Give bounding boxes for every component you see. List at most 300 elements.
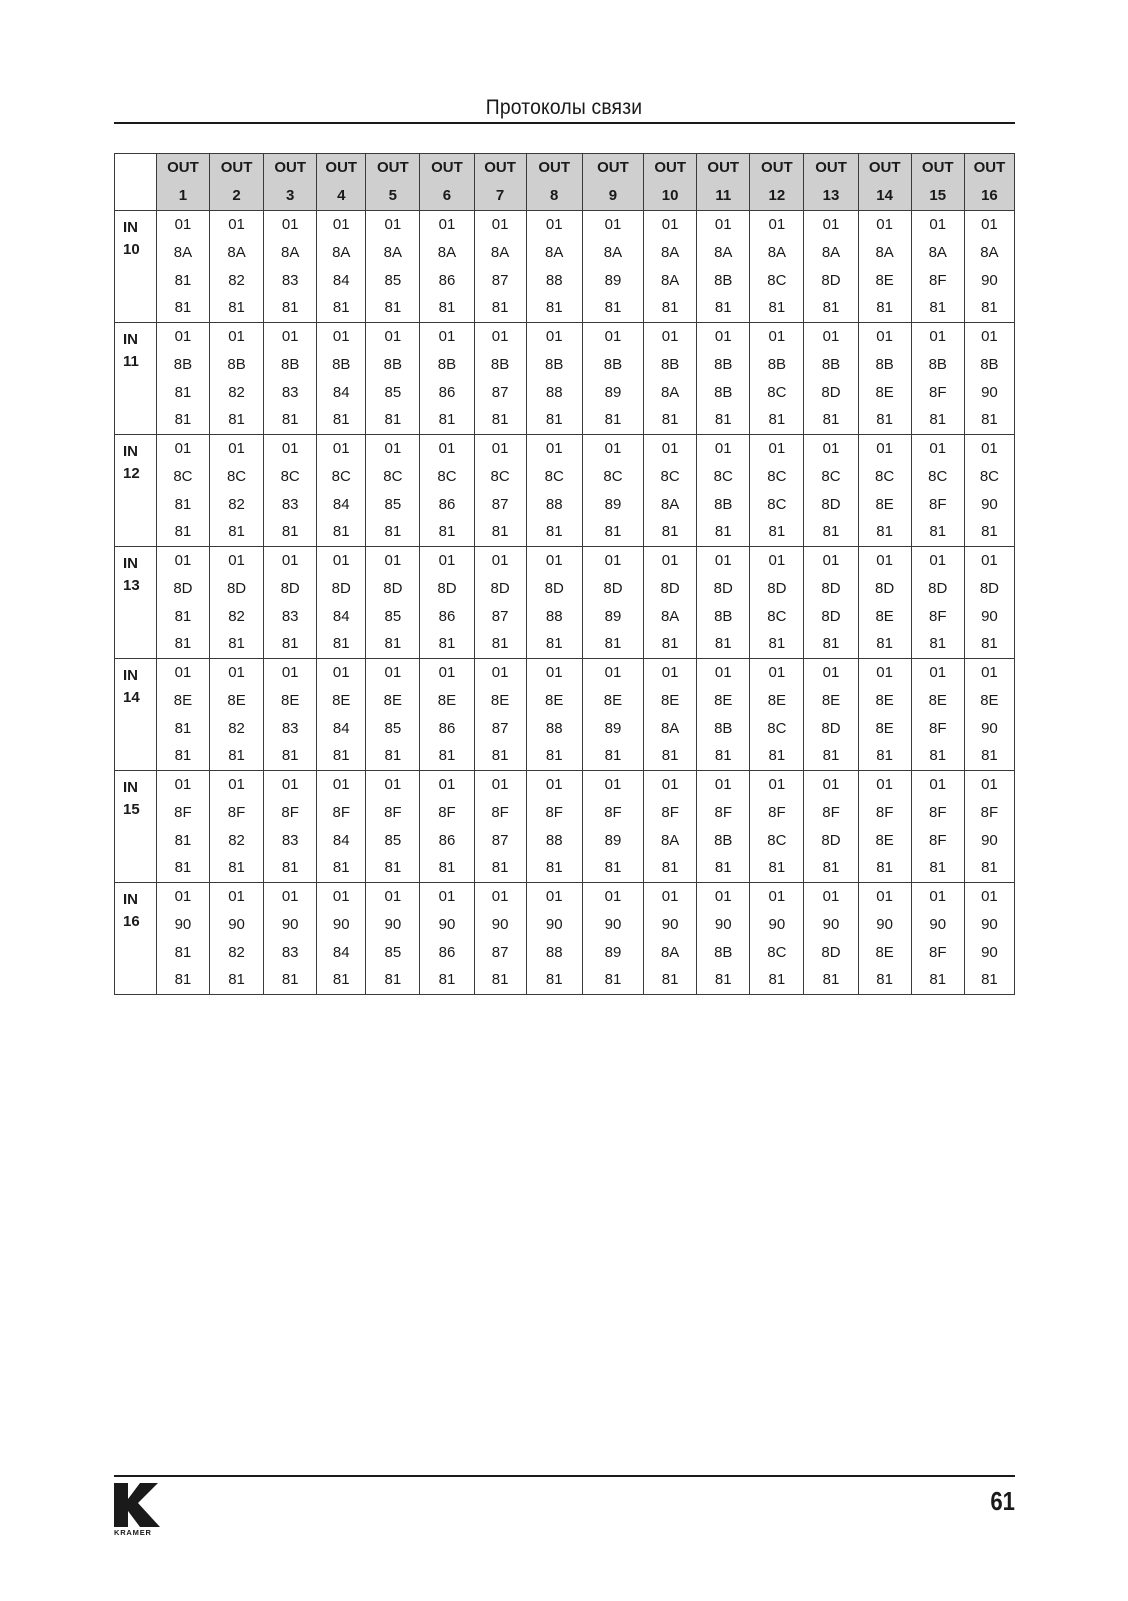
- output-header-9: [582, 154, 643, 211]
- code-byte: 8B: [714, 943, 733, 961]
- code-byte: 81: [174, 747, 192, 765]
- code-cell: [317, 323, 366, 435]
- page-number: 61: [990, 1486, 1015, 1516]
- code-byte: 01: [545, 440, 563, 457]
- code-byte: 85: [384, 719, 402, 737]
- output-header-4: [317, 154, 366, 211]
- code-cell: [420, 659, 474, 771]
- code-byte: 01: [174, 552, 192, 569]
- output-header-label: OUT: [761, 159, 793, 176]
- code-byte: 01: [929, 888, 947, 905]
- code-byte: 8A: [875, 243, 894, 261]
- table-header-row: [115, 154, 1015, 211]
- code-byte: 81: [822, 523, 840, 541]
- code-byte: 81: [491, 747, 509, 765]
- code-cell: [804, 771, 858, 883]
- code-byte: 88: [545, 271, 563, 289]
- code-byte: 8A: [383, 243, 403, 261]
- code-byte: 8E: [437, 691, 457, 709]
- code-byte: 81: [174, 943, 192, 961]
- code-byte: 81: [228, 299, 245, 317]
- code-byte: 8F: [384, 803, 402, 821]
- code-byte: 8D: [979, 579, 999, 597]
- code-cell: [474, 883, 526, 995]
- code-byte: 01: [822, 664, 840, 681]
- code-byte: 8A: [660, 495, 680, 513]
- code-byte: 90: [981, 495, 998, 513]
- code-cell: [209, 323, 263, 435]
- code-cell: [264, 883, 317, 995]
- code-byte: 81: [768, 299, 786, 317]
- code-cell: [964, 547, 1014, 659]
- code-byte: 81: [281, 971, 299, 989]
- code-byte: 8B: [767, 355, 787, 373]
- code-byte: 01: [174, 776, 192, 793]
- code-byte: 8A: [980, 243, 999, 261]
- code-cell: [474, 435, 526, 547]
- code-byte: 81: [822, 747, 840, 765]
- code-byte: 01: [876, 888, 893, 905]
- code-byte: 81: [491, 859, 509, 877]
- code-byte: 8C: [767, 467, 787, 485]
- code-cell: [264, 659, 317, 771]
- code-byte: 81: [174, 859, 192, 877]
- code-byte: 90: [981, 383, 998, 401]
- code-cell: [209, 659, 263, 771]
- table-row: [115, 323, 1015, 435]
- code-cell: [964, 323, 1014, 435]
- code-byte: 81: [929, 411, 947, 429]
- code-byte: 01: [876, 328, 893, 345]
- code-byte: 85: [384, 495, 402, 513]
- code-byte: 01: [876, 216, 893, 233]
- code-byte: 90: [768, 915, 786, 933]
- code-byte: 81: [174, 523, 192, 541]
- code-byte: 81: [491, 971, 509, 989]
- output-header-number: 16: [981, 187, 998, 204]
- header-divider: [114, 122, 1015, 124]
- code-byte: 01: [332, 552, 350, 569]
- code-byte: 01: [228, 216, 245, 233]
- code-byte: 81: [384, 299, 402, 317]
- code-byte: 86: [438, 607, 456, 625]
- code-byte: 82: [228, 383, 245, 401]
- code-byte: 81: [876, 747, 893, 765]
- output-header-7: [474, 154, 526, 211]
- code-cell: [317, 883, 366, 995]
- code-byte: 8D: [821, 943, 841, 961]
- code-byte: 01: [714, 440, 732, 457]
- code-cell: [526, 547, 582, 659]
- code-byte: 81: [768, 523, 786, 541]
- code-byte: 81: [714, 635, 732, 653]
- code-byte: 81: [822, 635, 840, 653]
- code-byte: 01: [384, 216, 402, 233]
- code-byte: 01: [384, 328, 402, 345]
- input-label: IN: [123, 443, 138, 460]
- code-byte: 8B: [714, 271, 733, 289]
- code-cell: [420, 323, 474, 435]
- code-byte: 01: [545, 216, 563, 233]
- code-byte: 01: [981, 664, 998, 681]
- code-byte: 89: [604, 607, 622, 625]
- code-byte: 01: [876, 664, 893, 681]
- code-byte: 01: [604, 328, 622, 345]
- code-byte: 01: [228, 776, 245, 793]
- footer-divider: [114, 1475, 1015, 1477]
- code-byte: 01: [822, 216, 840, 233]
- output-header-label: OUT: [431, 159, 463, 176]
- code-byte: 01: [981, 888, 998, 905]
- code-byte: 8F: [768, 803, 786, 821]
- code-byte: 8F: [875, 803, 894, 821]
- code-byte: 81: [384, 523, 402, 541]
- code-byte: 01: [929, 552, 947, 569]
- code-byte: 8C: [767, 719, 787, 737]
- input-label-cell: [115, 771, 157, 883]
- code-cell: [582, 659, 643, 771]
- code-cell: [582, 323, 643, 435]
- output-header-number: 3: [286, 187, 295, 204]
- code-cell: [264, 323, 317, 435]
- output-header-number: 1: [178, 187, 188, 204]
- code-byte: 01: [768, 440, 786, 457]
- input-number: 11: [123, 353, 139, 370]
- code-byte: 81: [822, 411, 840, 429]
- code-byte: 86: [438, 271, 456, 289]
- code-byte: 81: [661, 635, 679, 653]
- code-byte: 90: [981, 915, 998, 933]
- output-header-11: [697, 154, 750, 211]
- code-byte: 01: [332, 440, 350, 457]
- code-byte: 8A: [660, 831, 680, 849]
- code-cell: [474, 211, 526, 323]
- code-byte: 81: [228, 747, 245, 765]
- code-cell: [964, 771, 1014, 883]
- code-byte: 01: [768, 776, 786, 793]
- code-byte: 81: [929, 635, 947, 653]
- code-byte: 8C: [767, 495, 787, 513]
- code-byte: 8E: [875, 691, 894, 709]
- code-byte: 01: [822, 440, 840, 457]
- code-byte: 81: [661, 299, 679, 317]
- output-header-5: [366, 154, 420, 211]
- code-byte: 81: [438, 635, 456, 653]
- code-byte: 82: [228, 271, 245, 289]
- code-byte: 81: [604, 747, 622, 765]
- code-cell: [858, 547, 911, 659]
- code-byte: 81: [281, 859, 299, 877]
- code-byte: 81: [768, 635, 786, 653]
- code-byte: 81: [929, 859, 947, 877]
- code-cell: [858, 211, 911, 323]
- code-byte: 84: [332, 383, 350, 401]
- output-header-number: 6: [442, 187, 452, 204]
- code-byte: 01: [228, 552, 245, 569]
- code-cell: [697, 323, 750, 435]
- code-byte: 84: [332, 495, 350, 513]
- code-byte: 8B: [714, 607, 733, 625]
- code-byte: 81: [281, 635, 299, 653]
- code-cell: [209, 435, 263, 547]
- code-cell: [366, 323, 420, 435]
- output-header-6: [420, 154, 474, 211]
- code-byte: 81: [438, 411, 456, 429]
- code-byte: 01: [822, 888, 840, 905]
- code-byte: 83: [281, 271, 299, 289]
- code-byte: 85: [384, 271, 402, 289]
- output-header-number: 4: [337, 187, 346, 204]
- code-cell: [317, 771, 366, 883]
- code-cell: [420, 547, 474, 659]
- input-label-cell: [115, 883, 157, 995]
- code-byte: 81: [714, 299, 732, 317]
- code-byte: 8D: [875, 579, 895, 597]
- code-byte: 01: [545, 552, 563, 569]
- code-byte: 8B: [714, 383, 733, 401]
- code-byte: 01: [174, 328, 192, 345]
- code-byte: 81: [876, 971, 893, 989]
- code-byte: 01: [281, 664, 299, 681]
- code-byte: 81: [661, 523, 679, 541]
- code-byte: 89: [604, 383, 622, 401]
- code-byte: 81: [438, 747, 456, 765]
- table-row: [115, 659, 1015, 771]
- output-header-12: [750, 154, 804, 211]
- output-header-label: OUT: [325, 159, 358, 176]
- output-header-label: OUT: [484, 159, 516, 176]
- code-byte: 01: [384, 776, 402, 793]
- input-label: IN: [123, 555, 138, 572]
- code-cell: [750, 883, 804, 995]
- code-byte: 8D: [544, 579, 564, 597]
- code-byte: 87: [491, 495, 509, 513]
- code-cell: [804, 435, 858, 547]
- code-byte: 01: [545, 664, 563, 681]
- code-byte: 8A: [332, 243, 351, 261]
- input-label-cell: [115, 211, 157, 323]
- code-byte: 81: [332, 971, 350, 989]
- code-byte: 82: [228, 943, 245, 961]
- code-byte: 90: [545, 915, 563, 933]
- output-header-number: 15: [929, 187, 947, 204]
- code-byte: 8E: [875, 495, 894, 513]
- code-byte: 01: [281, 328, 299, 345]
- code-byte: 8B: [714, 355, 733, 373]
- code-cell: [964, 659, 1014, 771]
- code-cell: [911, 883, 964, 995]
- code-byte: 01: [981, 216, 998, 233]
- code-byte: 01: [228, 440, 245, 457]
- code-byte: 81: [491, 523, 509, 541]
- code-byte: 01: [604, 216, 622, 233]
- code-byte: 01: [438, 440, 456, 457]
- code-byte: 81: [332, 411, 350, 429]
- code-cell: [317, 435, 366, 547]
- code-byte: 8C: [767, 943, 787, 961]
- code-cell: [911, 771, 964, 883]
- code-byte: 8A: [173, 243, 193, 261]
- code-byte: 01: [768, 328, 786, 345]
- code-cell: [366, 883, 420, 995]
- code-cell: [526, 771, 582, 883]
- code-byte: 89: [604, 943, 622, 961]
- code-byte: 83: [281, 495, 299, 513]
- code-cell: [526, 211, 582, 323]
- code-byte: 8F: [822, 803, 840, 821]
- code-byte: 8A: [545, 243, 564, 261]
- code-byte: 81: [714, 971, 732, 989]
- code-byte: 81: [714, 859, 732, 877]
- code-byte: 86: [438, 383, 456, 401]
- code-byte: 86: [438, 719, 456, 737]
- code-byte: 81: [981, 859, 998, 877]
- code-byte: 01: [438, 328, 456, 345]
- code-byte: 8D: [280, 579, 300, 597]
- code-cell: [858, 771, 911, 883]
- code-byte: 81: [981, 971, 998, 989]
- input-label: IN: [123, 891, 138, 908]
- code-byte: 8A: [928, 243, 947, 261]
- code-cell: [697, 547, 750, 659]
- code-byte: 8A: [603, 243, 623, 261]
- code-byte: 90: [491, 915, 509, 933]
- code-byte: 90: [822, 915, 840, 933]
- code-byte: 87: [491, 831, 509, 849]
- code-cell: [644, 211, 697, 323]
- code-byte: 81: [768, 747, 786, 765]
- code-byte: 8D: [226, 579, 247, 597]
- code-byte: 8B: [714, 719, 733, 737]
- code-byte: 01: [384, 888, 402, 905]
- code-byte: 81: [228, 523, 245, 541]
- code-byte: 81: [981, 411, 998, 429]
- code-byte: 81: [174, 495, 192, 513]
- code-byte: 90: [981, 271, 998, 289]
- code-byte: 81: [604, 859, 622, 877]
- code-byte: 88: [545, 495, 563, 513]
- code-byte: 8B: [714, 831, 733, 849]
- code-byte: 87: [491, 383, 509, 401]
- code-byte: 01: [604, 440, 622, 457]
- code-cell: [317, 211, 366, 323]
- code-byte: 01: [174, 664, 192, 681]
- code-byte: 83: [281, 943, 299, 961]
- logo-wordmark: KRAMER: [114, 1528, 152, 1537]
- code-byte: 8E: [383, 691, 403, 709]
- code-byte: 8F: [332, 803, 350, 821]
- code-cell: [750, 771, 804, 883]
- code-byte: 8D: [821, 719, 841, 737]
- code-byte: 81: [876, 859, 893, 877]
- code-byte: 8C: [331, 467, 351, 485]
- code-byte: 81: [174, 383, 192, 401]
- code-cell: [264, 211, 317, 323]
- code-byte: 8C: [280, 467, 300, 485]
- code-byte: 01: [661, 664, 679, 681]
- code-byte: 8C: [437, 467, 457, 485]
- code-byte: 01: [661, 328, 679, 345]
- code-cell: [911, 659, 964, 771]
- code-byte: 89: [604, 271, 622, 289]
- code-byte: 01: [491, 888, 509, 905]
- code-byte: 81: [876, 523, 893, 541]
- code-byte: 87: [491, 607, 509, 625]
- code-byte: 81: [174, 831, 192, 849]
- code-cell: [264, 547, 317, 659]
- code-byte: 8F: [438, 803, 456, 821]
- code-byte: 81: [545, 747, 563, 765]
- code-cell: [582, 435, 643, 547]
- code-cell: [911, 211, 964, 323]
- code-byte: 8F: [929, 719, 947, 737]
- code-byte: 8C: [603, 467, 623, 485]
- code-byte: 81: [981, 635, 998, 653]
- code-byte: 01: [491, 328, 509, 345]
- code-cell: [644, 323, 697, 435]
- code-cell: [750, 323, 804, 435]
- code-byte: 8F: [227, 803, 246, 821]
- code-byte: 8B: [603, 355, 623, 373]
- code-byte: 81: [491, 299, 509, 317]
- code-byte: 90: [228, 915, 245, 933]
- code-byte: 90: [981, 719, 998, 737]
- code-byte: 8B: [173, 355, 193, 373]
- code-byte: 90: [981, 607, 998, 625]
- code-cell: [644, 659, 697, 771]
- code-byte: 81: [332, 299, 350, 317]
- code-byte: 81: [228, 971, 245, 989]
- code-byte: 01: [822, 552, 840, 569]
- code-byte: 8E: [332, 691, 351, 709]
- input-number: 15: [123, 801, 140, 818]
- code-byte: 8D: [821, 271, 841, 289]
- code-byte: 8F: [929, 943, 947, 961]
- code-cell: [366, 659, 420, 771]
- code-byte: 8B: [545, 355, 564, 373]
- code-cell: [474, 659, 526, 771]
- code-cell: [858, 659, 911, 771]
- table-corner-cell: [115, 154, 157, 211]
- code-cell: [911, 323, 964, 435]
- code-byte: 85: [384, 607, 402, 625]
- code-cell: [697, 659, 750, 771]
- code-byte: 01: [929, 776, 947, 793]
- input-label-cell: [115, 323, 157, 435]
- code-cell: [420, 435, 474, 547]
- code-cell: [474, 547, 526, 659]
- code-byte: 8C: [875, 467, 895, 485]
- code-byte: 81: [604, 971, 622, 989]
- code-byte: 8A: [660, 719, 680, 737]
- output-header-label: OUT: [707, 159, 740, 176]
- input-number: 12: [123, 465, 140, 482]
- code-byte: 8E: [875, 943, 894, 961]
- code-byte: 81: [876, 299, 893, 317]
- code-cell: [582, 883, 643, 995]
- code-cell: [156, 547, 209, 659]
- code-byte: 8A: [660, 243, 680, 261]
- code-byte: 8A: [660, 607, 680, 625]
- code-byte: 81: [876, 635, 893, 653]
- code-cell: [750, 211, 804, 323]
- code-cell: [366, 771, 420, 883]
- code-byte: 85: [384, 943, 402, 961]
- code-byte: 87: [491, 271, 509, 289]
- code-byte: 81: [281, 299, 299, 317]
- code-byte: 01: [228, 328, 245, 345]
- code-cell: [526, 323, 582, 435]
